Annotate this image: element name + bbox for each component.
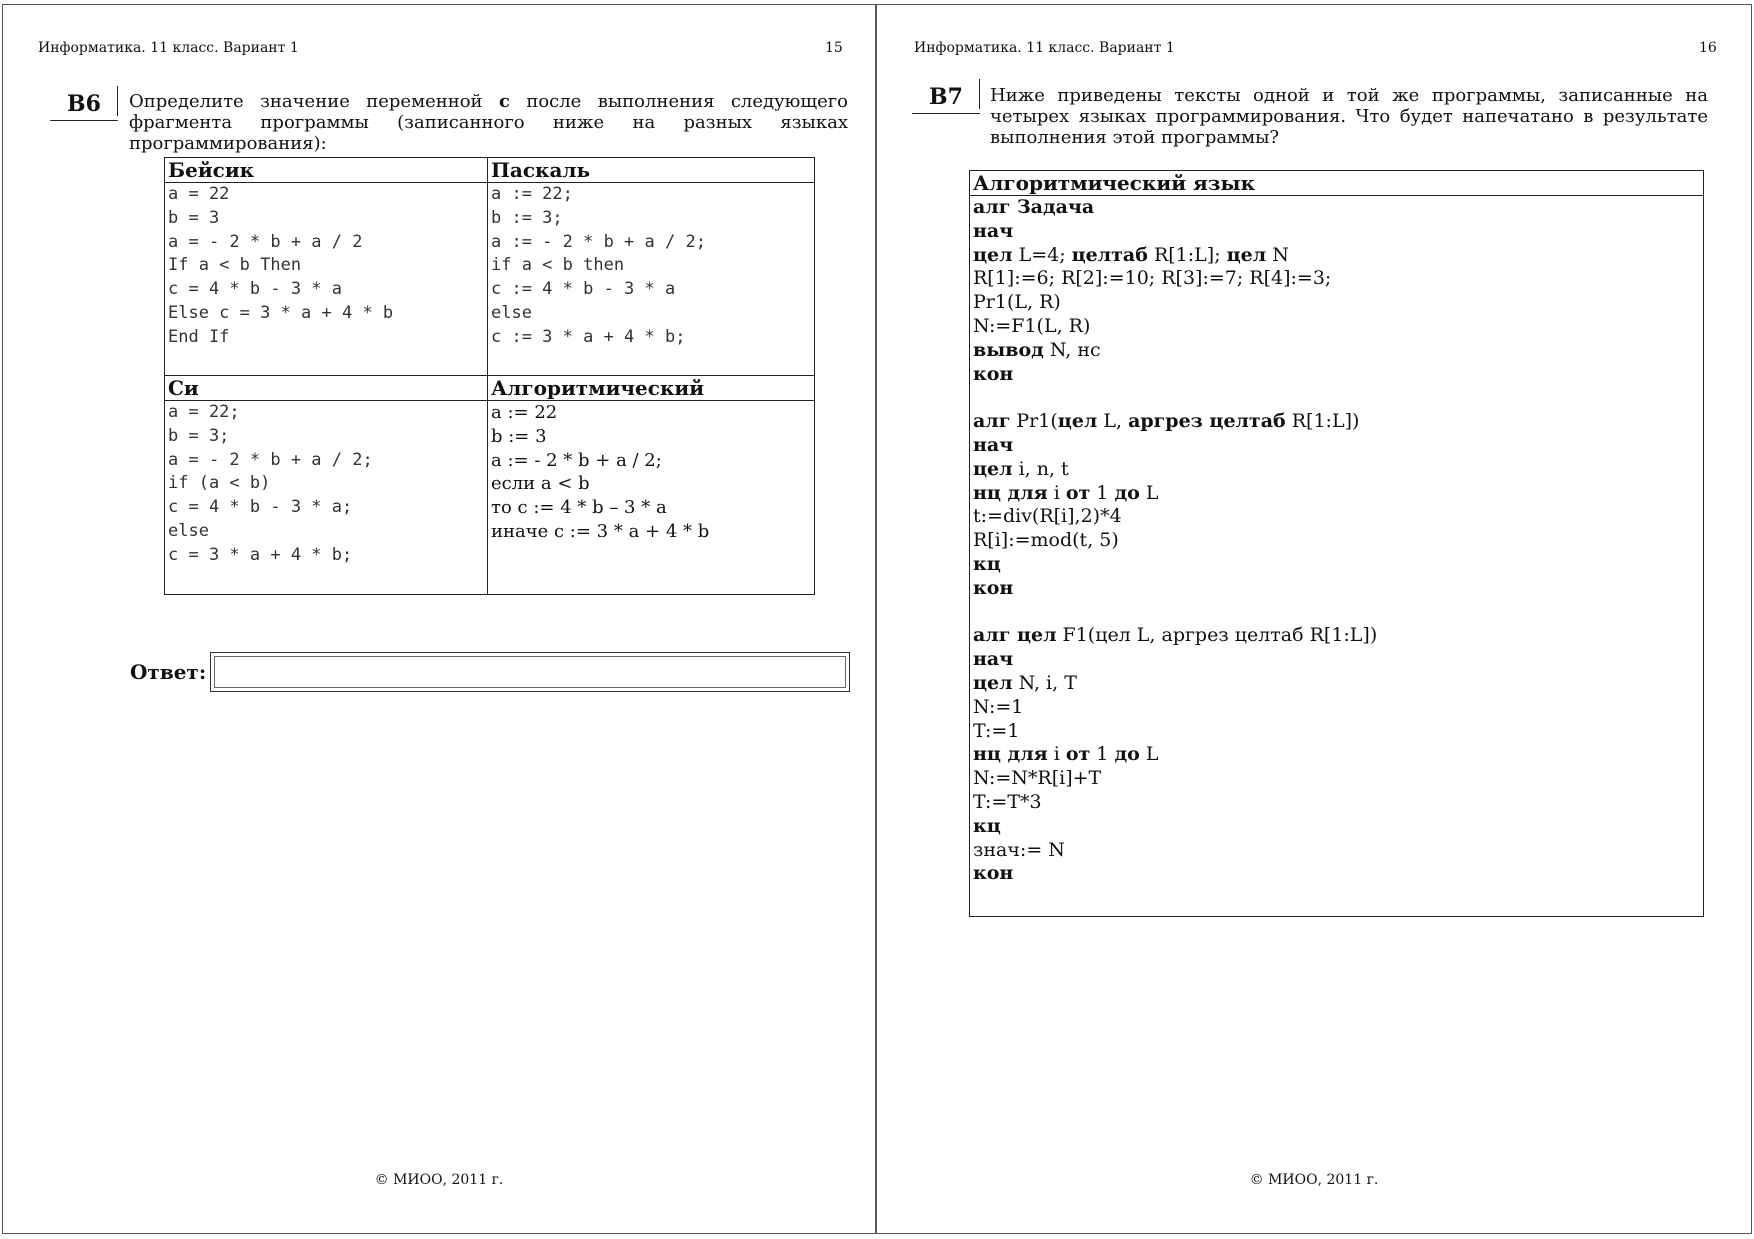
listing-line xyxy=(973,577,1700,601)
code-text: N xyxy=(1266,243,1289,266)
listing-code xyxy=(970,196,1703,886)
code-text: R[i]:=mod(t, 5) xyxy=(973,529,1119,552)
code-text: t:=div(R[i],2)*4 xyxy=(973,505,1122,528)
keyword: цел xyxy=(973,457,1013,480)
code-line: c = 3 * a + 4 * b; xyxy=(168,544,353,565)
code-line: a = - 2 * b + a / 2; xyxy=(168,449,373,470)
listing-title: Алгоритмический язык xyxy=(970,171,1703,196)
page-footer: © МИОО, 2011 г. xyxy=(1249,1172,1379,1188)
listing-line xyxy=(973,267,1700,291)
code-line: если a < b xyxy=(491,473,590,495)
listing-line xyxy=(973,410,1700,434)
keyword: нач xyxy=(973,219,1014,242)
pascal-header: Паскаль xyxy=(488,158,815,183)
code-line: a := - 2 * b + a / 2; xyxy=(491,231,706,252)
keyword: целтаб xyxy=(1071,243,1148,266)
code-line: a = 22; xyxy=(168,402,240,422)
keyword: от xyxy=(1065,481,1091,504)
listing-line xyxy=(973,458,1700,482)
question-part-1: Определите значение переменной xyxy=(129,91,499,112)
code-line: a := 22 xyxy=(491,402,558,423)
listing-line xyxy=(973,196,1700,220)
listing-line xyxy=(973,862,1700,886)
code-line: if (a < b) xyxy=(168,473,271,494)
keyword: кон xyxy=(973,362,1014,385)
code-line: c := 4 * b - 3 * a xyxy=(491,279,676,300)
code-text: 1 xyxy=(1090,743,1115,766)
answer-label: Ответ: xyxy=(130,660,207,684)
keyword: до xyxy=(1114,743,1140,766)
code-text: R[1]:=6; R[2]:=10; R[3]:=7; R[4]:=3; xyxy=(973,267,1332,290)
code-text: i xyxy=(1047,743,1066,766)
code-line: a := 22; xyxy=(491,184,573,204)
algorithm-listing xyxy=(969,170,1704,917)
code-text: T:=T*3 xyxy=(973,790,1042,813)
pascal-code xyxy=(491,183,811,350)
keyword: алг Задача xyxy=(973,196,1095,218)
code-text: N, нс xyxy=(1043,338,1101,361)
task-badge xyxy=(50,90,118,121)
code-text: L=4; xyxy=(1012,243,1072,266)
code-text: Pr1( xyxy=(1010,410,1058,433)
c-code-cell xyxy=(165,401,488,595)
keyword: нач xyxy=(973,433,1014,456)
listing-line xyxy=(973,505,1700,529)
listing-line xyxy=(973,386,1700,410)
listing-line xyxy=(973,220,1700,244)
basic-header: Бейсик xyxy=(165,158,488,183)
keyword: цел xyxy=(1226,243,1267,266)
badge-divider xyxy=(117,86,118,116)
code-line: иначе c := 3 * a + 4 * b xyxy=(491,520,710,542)
code-line: else xyxy=(168,520,209,541)
listing-line xyxy=(973,291,1700,315)
keyword: алг xyxy=(973,410,1011,433)
code-text: i, n, t xyxy=(1012,457,1069,480)
code-text: L xyxy=(1139,481,1159,504)
listing-line xyxy=(973,363,1700,387)
code-line: a = - 2 * b + a / 2 xyxy=(168,231,363,252)
alg-code xyxy=(491,401,811,544)
page-number: 15 xyxy=(825,40,843,56)
code-line: Else c = 3 * a + 4 * b xyxy=(168,302,394,323)
code-line: b = 3; xyxy=(168,425,230,446)
keyword: нц для xyxy=(973,481,1048,504)
page-header-title: Информатика. 11 класс. Вариант 1 xyxy=(38,40,299,56)
code-line: b := 3 xyxy=(491,425,547,447)
code-text: N:=N*R[i]+T xyxy=(973,767,1102,790)
page-footer: © МИОО, 2011 г. xyxy=(374,1172,504,1188)
code-line: a := - 2 * b + a / 2; xyxy=(491,449,662,471)
keyword: до xyxy=(1114,481,1140,504)
c-header: Си xyxy=(165,376,488,401)
code-line: c = 4 * b - 3 * a; xyxy=(168,497,353,518)
task-code: B7 xyxy=(929,84,963,110)
keyword: нач xyxy=(973,648,1014,671)
pascal-code-cell xyxy=(488,183,815,376)
keyword: цел xyxy=(1057,410,1098,433)
question-variable: c xyxy=(498,91,510,112)
listing-line xyxy=(973,815,1700,839)
listing-line xyxy=(973,672,1700,696)
keyword: алг цел xyxy=(973,624,1057,647)
listing-line xyxy=(973,482,1700,506)
listing-line xyxy=(973,720,1700,744)
code-line: c = 4 * b - 3 * a xyxy=(168,279,342,300)
keyword: кц xyxy=(973,814,1001,837)
keyword: кон xyxy=(973,576,1014,599)
code-line: c := 3 * a + 4 * b; xyxy=(491,326,686,347)
code-text: F1(цел L, аргрез целтаб R[1:L]) xyxy=(1056,624,1378,647)
code-text: Pr1(L, R) xyxy=(973,291,1061,314)
answer-input[interactable] xyxy=(214,656,846,688)
code-line: End If xyxy=(168,326,230,347)
keyword: вывод xyxy=(973,338,1044,361)
code-text: R[1:L]; xyxy=(1147,243,1227,266)
question-text xyxy=(129,91,848,154)
code-text: L, xyxy=(1097,410,1129,433)
listing-line xyxy=(973,244,1700,268)
listing-line xyxy=(973,339,1700,363)
code-line: else xyxy=(491,302,532,323)
languages-table xyxy=(164,157,815,595)
answer-box xyxy=(210,652,850,692)
code-text: i xyxy=(1047,481,1066,504)
code-text: 1 xyxy=(1090,481,1115,504)
keyword: нц для xyxy=(973,743,1048,766)
code-line: if a < b then xyxy=(491,255,625,276)
alg-code-cell xyxy=(488,401,815,595)
basic-code xyxy=(168,183,484,350)
code-text: N:=F1(L, R) xyxy=(973,314,1091,337)
listing-line xyxy=(973,529,1700,553)
code-line: a = 22 xyxy=(168,184,230,204)
left-page xyxy=(2,4,876,1234)
code-line: то c := 4 * b – 3 * a xyxy=(491,497,667,519)
code-text: T:=1 xyxy=(973,719,1020,742)
listing-line xyxy=(973,791,1700,815)
question-part-2: после выполнения следующего фрагмента программы (записанного ниже на разных языках программирования): xyxy=(129,91,849,154)
page-header-title: Информатика. 11 класс. Вариант 1 xyxy=(914,40,1175,56)
right-page xyxy=(876,4,1752,1234)
listing-line xyxy=(973,553,1700,577)
code-text: L xyxy=(1139,743,1159,766)
keyword: кц xyxy=(973,552,1001,575)
keyword: аргрез целтаб xyxy=(1128,410,1286,433)
badge-divider xyxy=(979,79,980,109)
code-text: N:=1 xyxy=(973,695,1024,718)
code-text: знач:= N xyxy=(973,838,1065,861)
task-badge xyxy=(912,83,980,114)
listing-line xyxy=(973,743,1700,767)
listing-line xyxy=(973,696,1700,720)
listing-line xyxy=(973,624,1700,648)
basic-code-cell xyxy=(165,183,488,376)
page-number: 16 xyxy=(1699,40,1717,56)
task-code: B6 xyxy=(67,91,101,117)
listing-line xyxy=(973,648,1700,672)
keyword: кон xyxy=(973,862,1014,885)
keyword: цел xyxy=(973,671,1013,694)
code-line: b = 3 xyxy=(168,207,220,228)
code-text: N, i, T xyxy=(1012,671,1077,694)
keyword: от xyxy=(1065,743,1091,766)
code-text: R[1:L]) xyxy=(1285,410,1360,433)
listing-line xyxy=(973,315,1700,339)
question-text: Ниже приведены тексты одной и той же программы, записанные на четырех языках программирования. Что будет напечатано в результате выполнения этой программы? xyxy=(990,85,1708,148)
keyword: цел xyxy=(973,243,1013,266)
listing-line xyxy=(973,767,1700,791)
c-code xyxy=(168,401,484,568)
listing-line xyxy=(973,839,1700,863)
alg-header: Алгоритмический xyxy=(488,376,815,401)
listing-line xyxy=(973,434,1700,458)
code-line: b := 3; xyxy=(491,207,563,228)
code-line: If a < b Then xyxy=(168,255,302,276)
listing-line xyxy=(973,601,1700,625)
